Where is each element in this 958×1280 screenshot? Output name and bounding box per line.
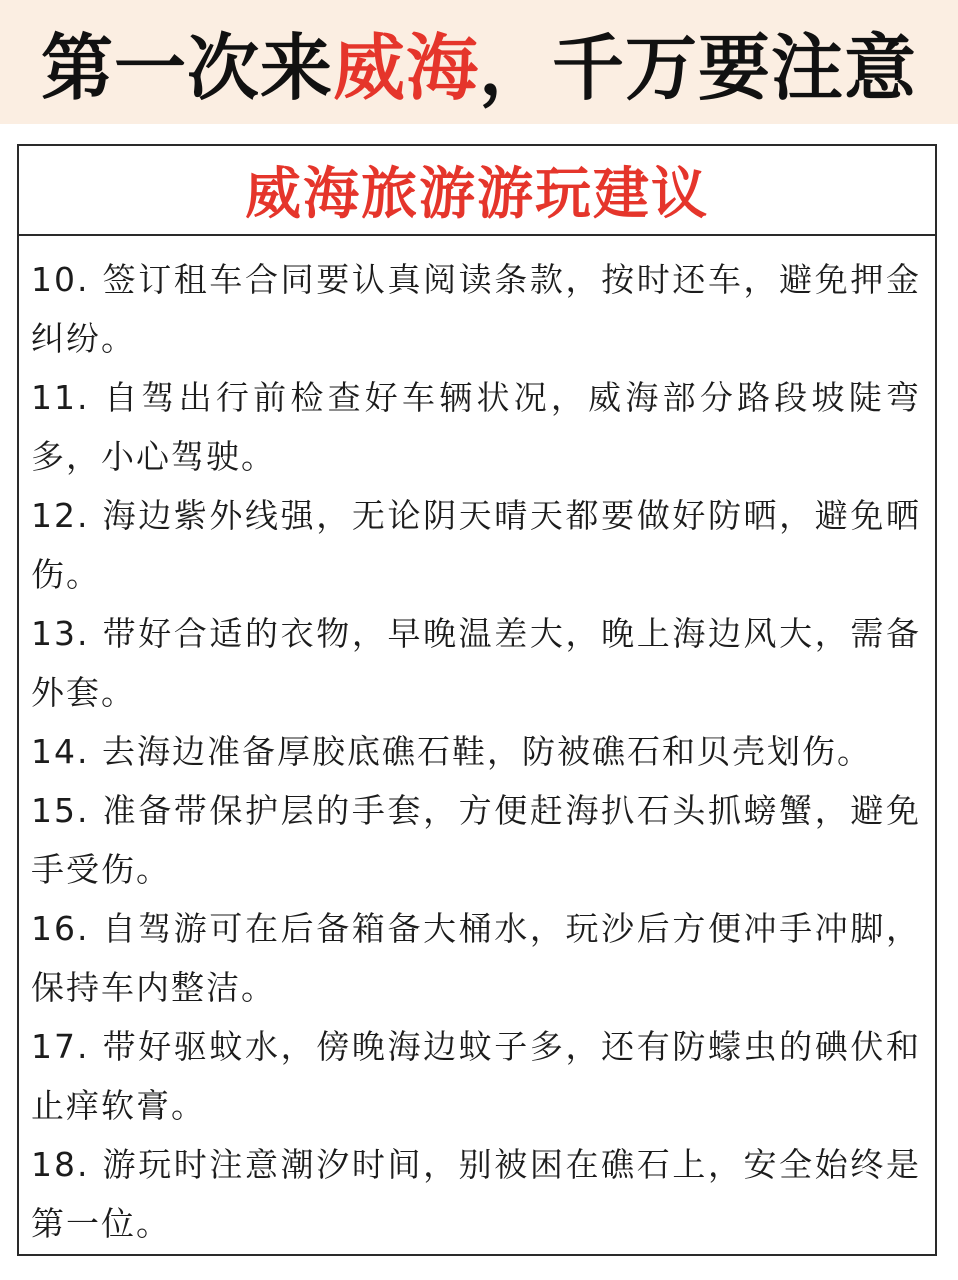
page-title-accent: 威海 (332, 26, 479, 110)
page-title (41, 10, 917, 114)
tip-item: 10. 签订租车合同要认真阅读条款，按时还车，避免押金纠纷。 (31, 260, 921, 358)
header-banner (0, 0, 958, 124)
tip-item: 18. 游玩时注意潮汐时间，别被困在礁石上，安全始终是第一位。 (31, 1145, 921, 1243)
tip-item: 15. 准备带保护层的手套，方便赶海扒石头抓螃蟹，避免手受伤。 (31, 791, 921, 889)
tip-item: 14. 去海边准备厚胶底礁石鞋，防被礁石和贝壳划伤。 (31, 732, 872, 771)
tip-item: 13. 带好合适的衣物，早晚温差大，晚上海边风大，需备外套。 (31, 614, 921, 712)
card-title: 威海旅游游玩建议 (19, 146, 935, 236)
tip-item: 16. 自驾游可在后备箱备大桶水，玩沙后方便冲手冲脚，保持车内整洁。 (31, 909, 921, 1007)
tips-list (19, 236, 935, 1253)
tips-card (17, 144, 937, 1256)
tip-item: 17. 带好驱蚊水，傍晚海边蚊子多，还有防蠓虫的碘伏和止痒软膏。 (31, 1027, 921, 1125)
tip-item: 12. 海边紫外线强，无论阴天晴天都要做好防晒，避免晒伤。 (31, 496, 921, 594)
page-title-part2: ，千万要注意 (479, 26, 918, 110)
page-title-part1: 第一次来 (40, 26, 333, 110)
tip-item: 11. 自驾出行前检查好车辆状况，威海部分路段坡陡弯多，小心驾驶。 (31, 378, 921, 476)
